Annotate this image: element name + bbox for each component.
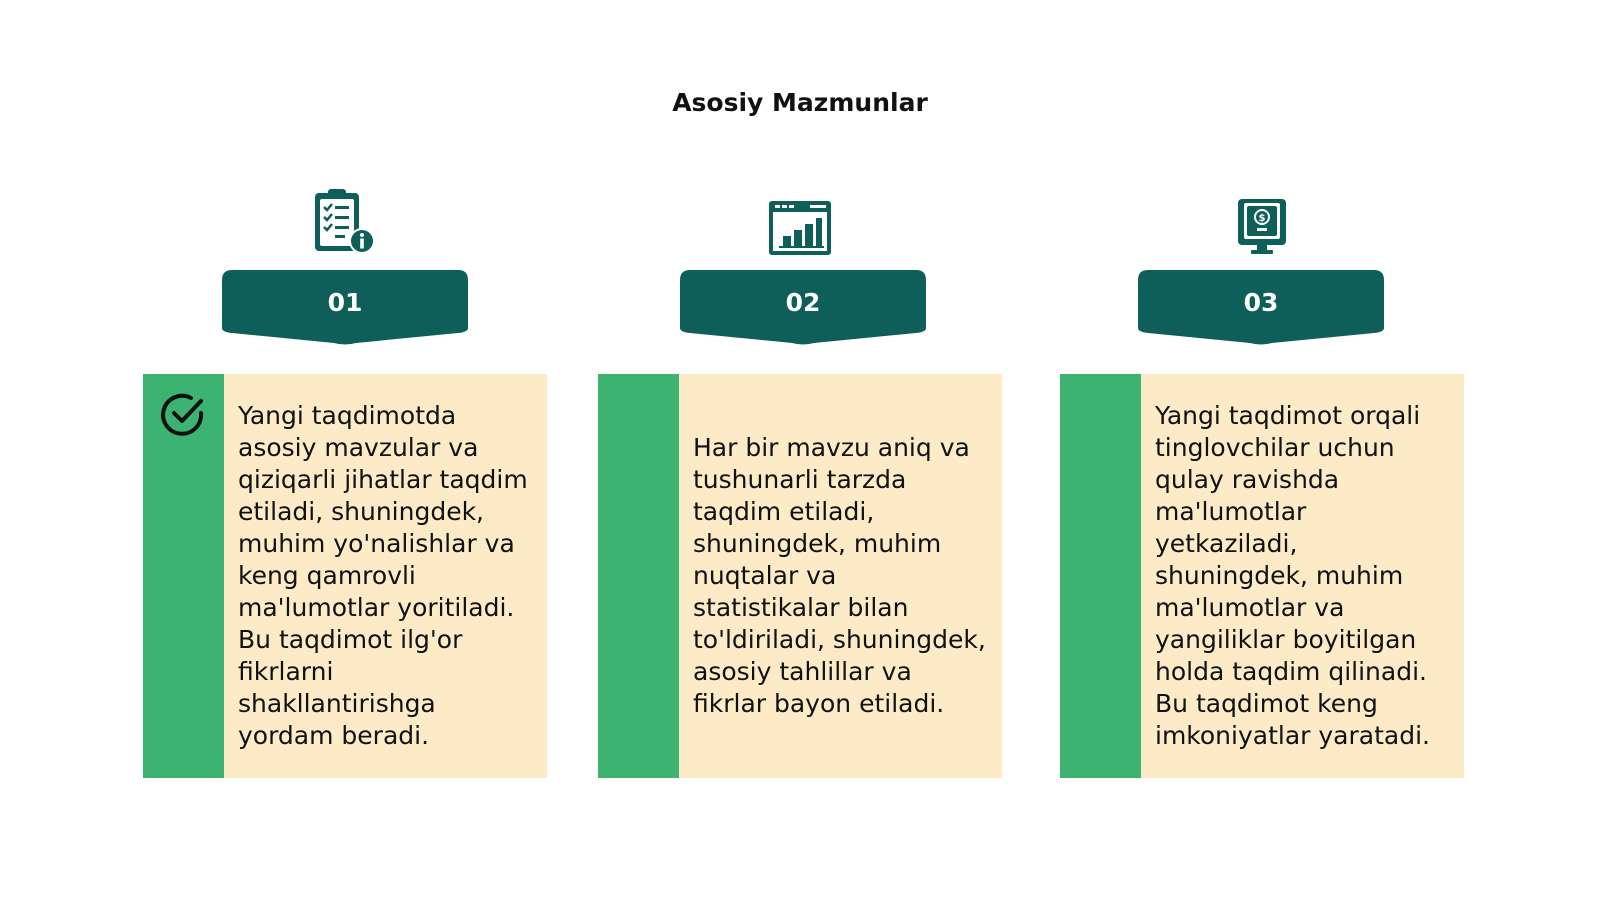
- card-accent: [598, 374, 679, 778]
- content-card-02: [598, 374, 1002, 778]
- check-circle-icon: [161, 392, 207, 442]
- card-text: Har bir mavzu aniq va tushunarli tarzda taqdim etiladi, shuningdek, muhim nuqtalar va statistikalar bilan to'ldiriladi, shuningdek, asosiy tahlillar va fikrlar bayon etiladi.: [679, 374, 1002, 778]
- step-number: 02: [785, 287, 821, 317]
- page-title: Asosiy Mazmunlar: [672, 88, 928, 117]
- card-text: Yangi taqdimotda asosiy mavzular va qiziqarli jihatlar taqdim etiladi, shuningdek, muhim yo'nalishlar va keng qamrovli ma'lumotlar yoritiladi. Bu taqdimot ilg'or fikrlarni shakllantirishga yordam beradi.: [224, 374, 547, 778]
- step-badge-03: [1138, 270, 1384, 346]
- card-accent: [143, 374, 224, 778]
- step-badge-02: [680, 270, 926, 346]
- clipboard-info-icon: [312, 188, 378, 256]
- content-card-03: [1060, 374, 1464, 778]
- step-number: 01: [327, 287, 363, 317]
- step-number: 03: [1243, 287, 1279, 317]
- chart-window-icon: [768, 200, 832, 256]
- step-badge-01: [222, 270, 468, 346]
- card-accent: [1060, 374, 1141, 778]
- card-text: Yangi taqdimot orqali tinglovchilar uchun qulay ravishda ma'lumotlar yetkaziladi, shuningdek, muhim ma'lumotlar va yangiliklar boyitilgan holda taqdim qilinadi. Bu taqdimot keng imkoniyatlar yaratadi.: [1141, 374, 1464, 778]
- svg-text:$: $: [1258, 213, 1266, 224]
- content-card-01: [143, 374, 547, 778]
- money-kiosk-icon: [1237, 198, 1287, 256]
